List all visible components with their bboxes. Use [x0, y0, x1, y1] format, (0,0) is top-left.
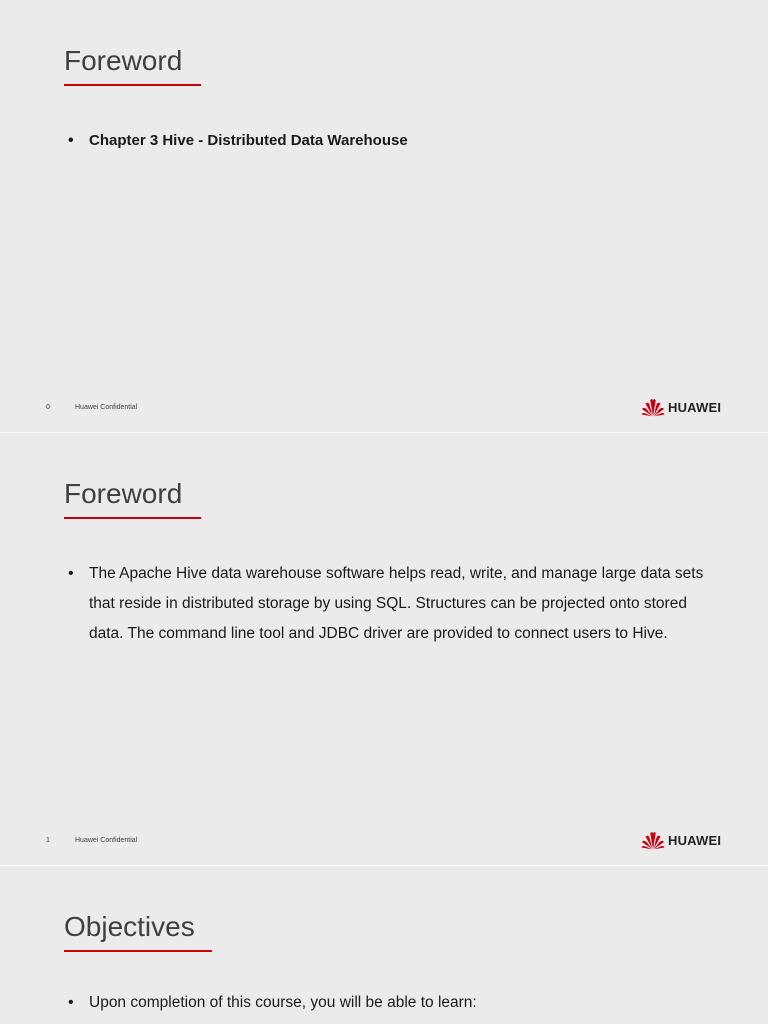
confidential-label: Huawei Confidential	[75, 837, 138, 844]
bullet-list	[66, 126, 716, 156]
huawei-logo	[641, 829, 721, 851]
bullet-list	[66, 559, 716, 649]
slide-0	[0, 0, 768, 432]
slide-title: Foreword	[64, 45, 183, 76]
page-number: 0	[46, 404, 50, 411]
bullet-list	[66, 988, 716, 1018]
title-underline	[64, 517, 201, 519]
slide-title: Objectives	[64, 911, 195, 942]
bullet-text: Upon completion of this course, you will be able to learn:	[89, 994, 477, 1011]
bullet-text: Chapter 3 Hive - Distributed Data Warehouse	[89, 132, 408, 149]
page-number: 1	[46, 837, 50, 844]
bullet-item	[66, 126, 716, 156]
slide-2	[0, 866, 768, 1024]
huawei-petal-icon	[641, 830, 665, 850]
title-underline	[64, 84, 201, 86]
slide-title: Foreword	[64, 478, 183, 509]
bullet-item	[66, 559, 716, 649]
bullet-icon: •	[68, 132, 74, 149]
logo-text: HUAWEI	[668, 399, 722, 415]
bullet-item	[66, 988, 716, 1018]
bullet-text: The Apache Hive data warehouse software helps read, write, and manage large data sets that reside in distributed storage by using SQL. Structures can be projected onto stored data. The command line tool and JDBC driver are provided to connect users to Hive.	[89, 565, 704, 642]
title-underline	[64, 950, 212, 952]
huawei-logo	[641, 396, 721, 418]
slide-1	[0, 433, 768, 865]
logo-text: HUAWEI	[668, 832, 722, 848]
huawei-petal-icon	[641, 397, 665, 417]
bullet-icon: •	[68, 565, 74, 582]
confidential-label: Huawei Confidential	[75, 404, 138, 411]
bullet-icon: •	[68, 994, 74, 1011]
